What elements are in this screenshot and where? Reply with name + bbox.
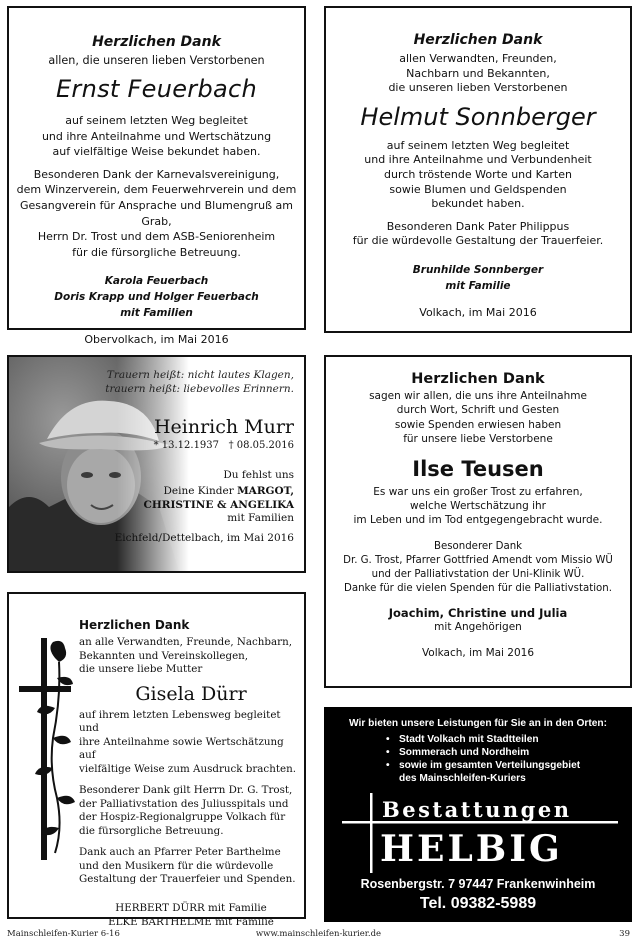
heading: Herzlichen Dank: [92, 34, 221, 50]
quote: Trauern heißt: nicht lautes Klagen, trauern heißt: liebevolles Erinnern.: [105, 369, 294, 395]
page-number: 39: [619, 929, 630, 939]
deceased-name: Ilse Teusen: [412, 456, 544, 481]
obituary-murr: [7, 355, 306, 573]
list-item: • Stadt Volkach mit Stadtteilen: [386, 734, 539, 745]
deceased-name: Ernst Feuerbach: [55, 75, 258, 103]
birth-date: * 13.12.1937: [153, 440, 220, 451]
obituary-sonnberger: [324, 6, 632, 333]
bullet-icon: •: [386, 760, 390, 771]
thanks-paragraph: auf seinem letzten Weg begleitet und ihre Anteilnahme und Verbundenheit durch tröstende Worte und Karten sowie Blumen und Geldspenden bekundet haben.: [364, 138, 592, 211]
ad-address: Rosenbergstr. 7 97447 Frankenwinheim: [360, 877, 596, 891]
list-item-continuation: des Mainschleifen-Kuriers: [399, 773, 526, 784]
special-thanks-paragraph: Besonderen Dank der Karnevalsvereinigung, dem Winzerverein, dem Feuerwehrverein und dem Gesangverein für Ansprache und Blumengruß am Grab, Herrn Dr. Trost und dem ASB-Seniorenheim für die fürsorgliche Betreuung.: [16, 167, 297, 259]
footer-website: www.mainschleifen-kurier.de: [255, 929, 382, 939]
signature: Brunhilde Sonnberger mit Familie: [412, 263, 544, 292]
thanks-paragraph: auf seinem letzten Weg begleitet und ihre Anteilnahme und Wertschätzung auf vielfältige Weise bekundet haben.: [41, 114, 272, 159]
miss-line: Du fehlst uns: [223, 469, 294, 481]
deceased-name: Helmut Sonnberger: [360, 102, 596, 131]
intro-text: allen Verwandten, Freunden, Nachbarn und Bekannten, die unseren lieben Verstorbenen: [388, 52, 568, 95]
obituary-feuerbach: [7, 6, 306, 347]
heading: Herzlichen Dank: [411, 371, 545, 387]
heading: Herzlichen Dank: [79, 618, 190, 632]
signature: Karola Feuerbach Doris Krapp und Holger Feuerbach mit Familien: [54, 275, 259, 319]
deceased-name: Gisela Dürr: [135, 682, 247, 705]
bullet-icon: •: [386, 747, 390, 758]
thanks-paragraph: auf ihrem letzten Lebensweg begleitet und ihre Anteilnahme sowie Wertschätzung auf vielfältige Weise zum Ausdruck brachten.: [79, 708, 296, 775]
list-item: • Sommerach und Nordheim: [386, 747, 530, 758]
heading: Herzlichen Dank: [413, 32, 543, 48]
special-thanks-paragraph: Besonderer Dank Dr. G. Trost, Pfarrer Gottfried Amendt vom Missio WÜ und der Palliativstation der Uni-Klinik WÜ. Danke für die vielen Spenden für die Palliativstation.: [343, 540, 613, 594]
place-date: Eichfeld/Dettelbach, im Mai 2016: [114, 531, 294, 544]
life-dates: [94, 440, 294, 451]
logo-bottom-text: HELBIG: [380, 828, 563, 870]
place-date: Obervolkach, im Mai 2016: [84, 333, 229, 347]
murr-text-block: [94, 369, 294, 544]
signature: Joachim, Christine und Julia: [388, 605, 568, 620]
ad-phone: Tel. 09382-5989: [419, 895, 537, 912]
intro-text: sagen wir allen, die uns ihre Anteilnahme durch Wort, Schrift und Gesten sowie Spenden erwiesen haben für unsere liebe Verstorbene: [369, 390, 587, 446]
deceased-name: Heinrich Murr: [153, 416, 294, 438]
cross-with-rose-icon: [19, 638, 83, 860]
death-date: † 08.05.2016: [228, 440, 294, 451]
duerr-text-block: [79, 618, 303, 929]
helbig-logo: [342, 793, 618, 873]
signature-sub: mit Angehörigen: [434, 620, 522, 633]
funeral-home-ad: [324, 707, 632, 922]
ad-intro: Wir bieten unsere Leistungen für Sie an in den Orten:: [348, 718, 608, 729]
intro-text: allen, die unseren lieben Verstorbenen: [48, 54, 265, 67]
intro-text: an alle Verwandten, Freunde, Nachbarn, Bekannten und Vereinskollegen, die unsere liebe Mutter: [79, 636, 292, 675]
children-line: Deine Kinder MARGOT, CHRISTINE & ANGELIKA mit Familien: [143, 485, 294, 524]
special-thanks-paragraph: Besonderer Dank gilt Herrn Dr. G. Trost, der Palliativstation des Juliusspitals und der Hospiz-Regionalgruppe Volkach für die fürsorgliche Betreuung.: [79, 784, 293, 837]
footer-publication: Mainschleifen-Kurier 6-16: [7, 929, 120, 939]
additional-thanks-paragraph: Dank auch an Pfarrer Peter Barthelme und den Musikern für die würdevolle Gestaltung der Trauerfeier und Spenden.: [79, 846, 296, 885]
list-item: • sowie im gesamten Verteilungsgebiet: [386, 760, 581, 771]
special-thanks-paragraph: Besonderen Dank Pater Philippus für die würdevolle Gestaltung der Trauerfeier.: [352, 219, 604, 248]
place-date: Volkach, im Mai 2016: [421, 646, 535, 659]
logo-top-text: Bestattungen: [382, 797, 572, 822]
service-area-list: [386, 733, 632, 785]
thanks-paragraph: Es war uns ein großer Trost zu erfahren, welche Wertschätzung ihr im Leben und im Tod entgegengebracht wurde.: [353, 485, 603, 527]
signature: HERBERT DÜRR mit Familie ELKE BARTHELME mit Familie: [108, 901, 274, 928]
obituary-teusen: [324, 355, 632, 688]
obituary-duerr: [7, 592, 306, 928]
place-date: Volkach, im Mai 2016: [419, 306, 537, 320]
bullet-icon: •: [386, 734, 390, 745]
